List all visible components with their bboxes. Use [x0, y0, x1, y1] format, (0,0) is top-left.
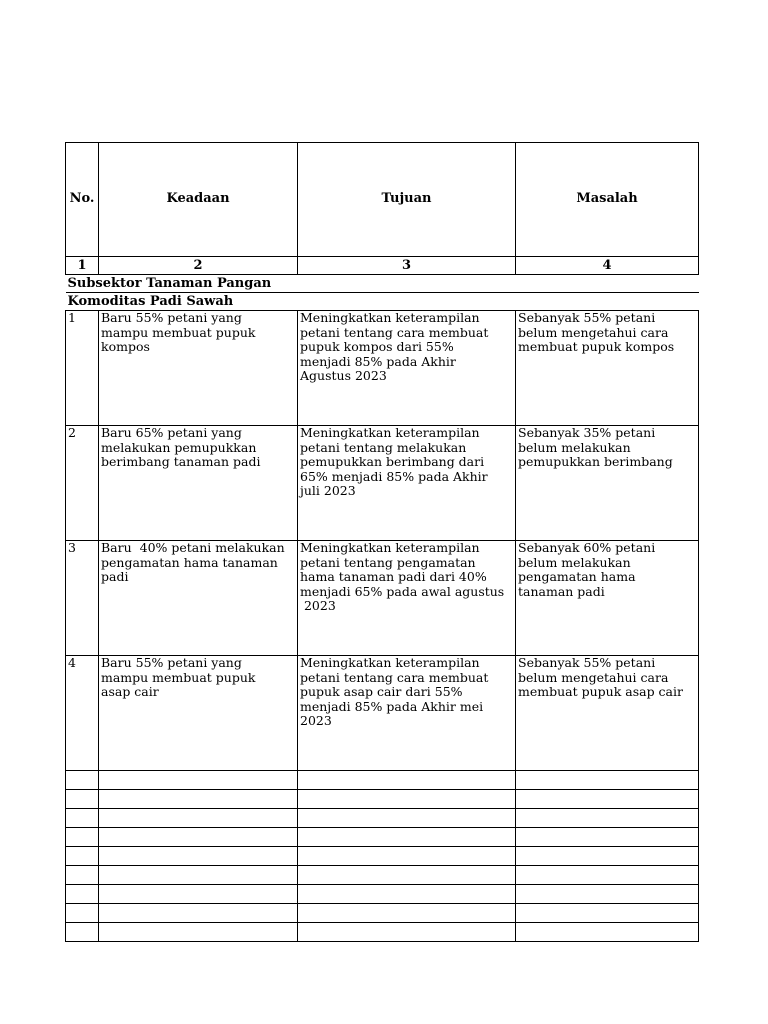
table-row — [66, 311, 699, 426]
tujuan-cell: Meningkatkan keterampilan petani tentang cara membuat pupuk kompos dari 55% menjadi 85% pada Akhir Agustus 2023 — [298, 311, 516, 426]
komoditas-row — [66, 293, 699, 311]
empty-row — [66, 809, 699, 828]
empty-row — [66, 847, 699, 866]
table-row — [66, 541, 699, 656]
column-number: 4 — [516, 257, 699, 275]
header-no: No. — [66, 143, 99, 257]
empty-row — [66, 828, 699, 847]
empty-row — [66, 923, 699, 942]
column-number-row — [66, 257, 699, 275]
header-tujuan: Tujuan — [298, 143, 516, 257]
row-number: 3 — [66, 541, 99, 656]
keadaan-cell: Baru 65% petani yang melakukan pemupukkan berimbang tanaman padi — [99, 426, 298, 541]
subsektor-label: Subsektor Tanaman Pangan — [66, 275, 699, 293]
planning-table — [65, 142, 699, 942]
header-masalah: Masalah — [516, 143, 699, 257]
keadaan-cell: Baru 55% petani yang mampu membuat pupuk asap cair — [99, 656, 298, 771]
empty-row — [66, 866, 699, 885]
keadaan-cell: Baru 55% petani yang mampu membuat pupuk kompos — [99, 311, 298, 426]
row-number: 4 — [66, 656, 99, 771]
header-keadaan: Keadaan — [99, 143, 298, 257]
tujuan-cell: Meningkatkan keterampilan petani tentang pengamatan hama tanaman padi dari 40% menjadi 65% pada awal agustus 2023 — [298, 541, 516, 656]
row-number: 2 — [66, 426, 99, 541]
empty-row — [66, 790, 699, 809]
tujuan-cell: Meningkatkan keterampilan petani tentang melakukan pemupukkan berimbang dari 65% menjadi 85% pada Akhir juli 2023 — [298, 426, 516, 541]
table-row — [66, 656, 699, 771]
tujuan-cell: Meningkatkan keterampilan petani tentang cara membuat pupuk asap cair dari 55% menjadi 85% pada Akhir mei 2023 — [298, 656, 516, 771]
masalah-cell: Sebanyak 35% petani belum melakukan pemupukkan berimbang — [516, 426, 699, 541]
keadaan-cell: Baru 40% petani melakukan pengamatan hama tanaman padi — [99, 541, 298, 656]
masalah-cell: Sebanyak 55% petani belum mengetahui cara membuat pupuk asap cair — [516, 656, 699, 771]
empty-row — [66, 771, 699, 790]
column-number: 3 — [298, 257, 516, 275]
subsektor-row — [66, 275, 699, 293]
empty-row — [66, 904, 699, 923]
masalah-cell: Sebanyak 60% petani belum melakukan pengamatan hama tanaman padi — [516, 541, 699, 656]
header-row — [66, 143, 699, 257]
column-number: 2 — [99, 257, 298, 275]
empty-row — [66, 885, 699, 904]
komoditas-label: Komoditas Padi Sawah — [66, 293, 699, 311]
masalah-cell: Sebanyak 55% petani belum mengetahui cara membuat pupuk kompos — [516, 311, 699, 426]
column-number: 1 — [66, 257, 99, 275]
document-sheet — [65, 142, 698, 942]
table-row — [66, 426, 699, 541]
row-number: 1 — [66, 311, 99, 426]
